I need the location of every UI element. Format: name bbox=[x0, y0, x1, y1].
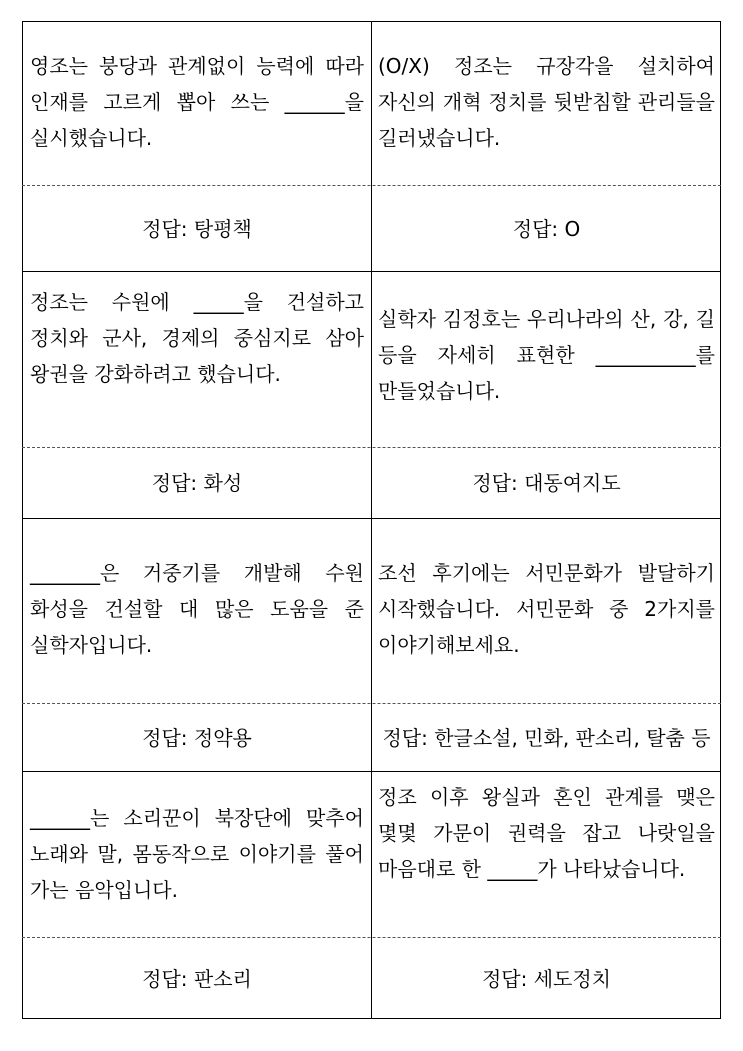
answer-card-4: 정답: 대동여지도 bbox=[472, 471, 621, 495]
answer-card-1: 정답: 탕평책 bbox=[142, 216, 252, 241]
row-divider bbox=[22, 518, 721, 519]
question-card-1: 영조는 붕당과 관계없이 능력에 따라 인재를 고르게 뽑아 쓰는 ______을 실시했습니다. bbox=[30, 54, 364, 150]
question-card-6: 조선 후기에는 서민문화가 발달하기 시작했습니다. 서민문화 중 2가지를 이야기해보세요. bbox=[378, 561, 715, 657]
answer-card-6: 정답: 한글소설, 민화, 판소리, 탈춤 등 bbox=[382, 725, 711, 750]
answer-card-8: 정답: 세도정치 bbox=[481, 966, 611, 991]
question-card-3: 정조는 수원에 _____을 건설하고 정치와 군사, 경제의 중심지로 삼아 왕권을 강화하려고 했습니다. bbox=[30, 290, 364, 386]
question-card-7: ______는 소리꾼이 북장단에 맞추어 노래와 말, 몸동작으로 이야기를 풀어 가는 음악입니다. bbox=[30, 806, 364, 902]
answer-card-7: 정답: 판소리 bbox=[142, 966, 252, 991]
column-divider bbox=[371, 21, 372, 1019]
row-divider bbox=[22, 771, 721, 772]
question-card-8: 정조 이후 왕실과 혼인 관계를 맺은 몇몇 가문이 권력을 잡고 나랏일을 마음대로 한 _____가 나타났습니다. bbox=[378, 785, 715, 881]
answer-card-5: 정답: 정약용 bbox=[142, 725, 252, 750]
question-card-5: _______은 거중기를 개발해 수원 화성을 건설할 대 많은 도움을 준 실학자입니다. bbox=[30, 561, 364, 657]
question-card-4: 실학자 김정호는 우리나라의 산, 강, 길 등을 자세히 표현한 __________를 만들었습니다. bbox=[378, 307, 715, 403]
answer-card-2: 정답: O bbox=[512, 216, 581, 241]
answer-card-3: 정답: 화성 bbox=[151, 471, 243, 495]
question-card-2: (O/X) 정조는 규장각을 설치하여 자신의 개혁 정치를 뒷받침할 관리들을 길러냈습니다. bbox=[378, 54, 715, 150]
row-divider bbox=[22, 271, 721, 272]
